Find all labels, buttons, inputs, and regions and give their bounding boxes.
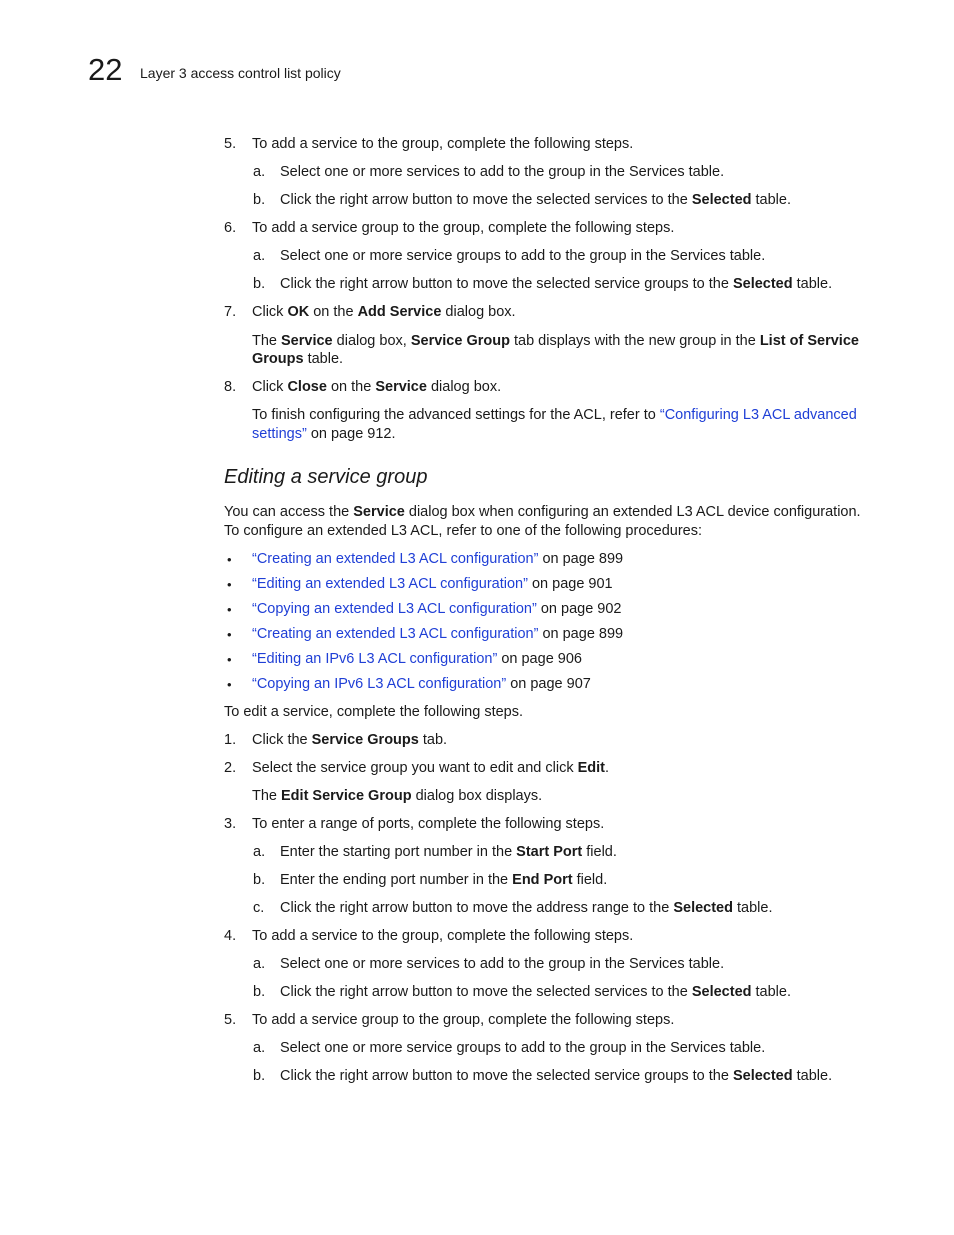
substep-letter: a. (253, 956, 266, 972)
substep-text: Select one or more services to add to the group in the Services table. (280, 164, 725, 180)
intro-paragraph: To configure an extended L3 ACL, refer to one of the following procedures: (224, 523, 703, 539)
cross-reference-link[interactable]: “Creating an extended L3 ACL configuration” (252, 551, 539, 567)
step-number: 7. (224, 304, 237, 320)
substep-letter: a. (253, 164, 266, 180)
list-item: “Copying an extended L3 ACL configuration” on page 902 (252, 601, 622, 617)
substep-letter: a. (253, 1040, 266, 1056)
step-number: 2. (224, 760, 237, 776)
substep-text: Click the right arrow button to move the address range to the Selected table. (280, 900, 773, 916)
step-number: 5. (224, 136, 237, 152)
bullet-icon: • (227, 602, 232, 617)
list-item: “Copying an IPv6 L3 ACL configuration” on page 907 (252, 676, 591, 692)
cross-reference-link[interactable]: “Copying an extended L3 ACL configuration” (252, 601, 537, 617)
bullet-icon: • (227, 627, 232, 642)
list-item: “Creating an extended L3 ACL configuration” on page 899 (252, 551, 624, 567)
substep-letter: b. (253, 984, 266, 1000)
substep-text: Select one or more service groups to add to the group in the Services table. (280, 248, 766, 264)
bullet-icon: • (227, 552, 232, 567)
step-number: 5. (224, 1012, 237, 1028)
step-number: 4. (224, 928, 237, 944)
list-item: “Creating an extended L3 ACL configuration” on page 899 (252, 626, 624, 642)
cross-reference-link[interactable]: “Editing an IPv6 L3 ACL configuration” (252, 651, 498, 667)
substep-text: Enter the ending port number in the End Port field. (280, 872, 608, 888)
step-number: 8. (224, 379, 237, 395)
procedure-intro: To edit a service, complete the following steps. (224, 704, 524, 720)
step-note: The Service dialog box, Service Group tab displays with the new group in the List of Service (252, 333, 859, 349)
bullet-icon: • (227, 677, 232, 692)
cross-reference-link[interactable]: “Editing an extended L3 ACL configuration” (252, 576, 528, 592)
chapter-title: Layer 3 access control list policy (140, 65, 341, 81)
cross-reference-link[interactable]: “Creating an extended L3 ACL configuration” (252, 626, 539, 642)
substep-letter: a. (253, 844, 266, 860)
substep-text: Select one or more service groups to add to the group in the Services table. (280, 1040, 766, 1056)
substep-letter: b. (253, 872, 266, 888)
list-item: “Editing an IPv6 L3 ACL configuration” on page 906 (252, 651, 582, 667)
step-number: 1. (224, 732, 237, 748)
bullet-icon: • (227, 577, 232, 592)
substep-letter: b. (253, 1068, 266, 1084)
step-text: To add a service group to the group, complete the following steps. (252, 220, 675, 236)
step-text: To enter a range of ports, complete the following steps. (252, 816, 605, 832)
step-note: The Edit Service Group dialog box displays. (252, 788, 543, 804)
substep-text: Click the right arrow button to move the selected service groups to the Selected table. (280, 1068, 833, 1084)
substep-text: Select one or more services to add to the group in the Services table. (280, 956, 725, 972)
substep-text: Enter the starting port number in the Start Port field. (280, 844, 617, 860)
step-text: To add a service to the group, complete the following steps. (252, 136, 634, 152)
substep-letter: b. (253, 276, 266, 292)
substep-letter: a. (253, 248, 266, 264)
cross-reference-link[interactable]: “Copying an IPv6 L3 ACL configuration” (252, 676, 507, 692)
cross-reference-link[interactable]: settings” (252, 426, 307, 442)
cross-reference-link[interactable]: “Configuring L3 ACL advanced (659, 407, 857, 423)
step-note: Groups table. (252, 351, 344, 367)
step-text: Click OK on the Add Service dialog box. (252, 304, 516, 320)
section-heading: Editing a service group (224, 466, 428, 488)
bullet-icon: • (227, 652, 232, 667)
step-text: To add a service to the group, complete the following steps. (252, 928, 634, 944)
step-number: 6. (224, 220, 237, 236)
substep-letter: c. (253, 900, 265, 916)
substep-text: Click the right arrow button to move the selected service groups to the Selected table. (280, 276, 833, 292)
step-number: 3. (224, 816, 237, 832)
substep-letter: b. (253, 192, 266, 208)
chapter-number: 22 (88, 52, 123, 87)
step-note: settings” on page 912. (252, 426, 396, 442)
substep-text: Click the right arrow button to move the selected services to the Selected table. (280, 192, 791, 208)
step-text: Click the Service Groups tab. (252, 732, 448, 748)
step-text: Click Close on the Service dialog box. (252, 379, 502, 395)
step-text: To add a service group to the group, complete the following steps. (252, 1012, 675, 1028)
list-item: “Editing an extended L3 ACL configuration” on page 901 (252, 576, 613, 592)
substep-text: Click the right arrow button to move the selected services to the Selected table. (280, 984, 791, 1000)
step-text: Select the service group you want to edit and click Edit. (252, 760, 610, 776)
step-note: To finish configuring the advanced settings for the ACL, refer to “Configuring L3 ACL advanced (252, 407, 857, 423)
intro-paragraph: You can access the Service dialog box when configuring an extended L3 ACL device configuration. (224, 504, 861, 520)
